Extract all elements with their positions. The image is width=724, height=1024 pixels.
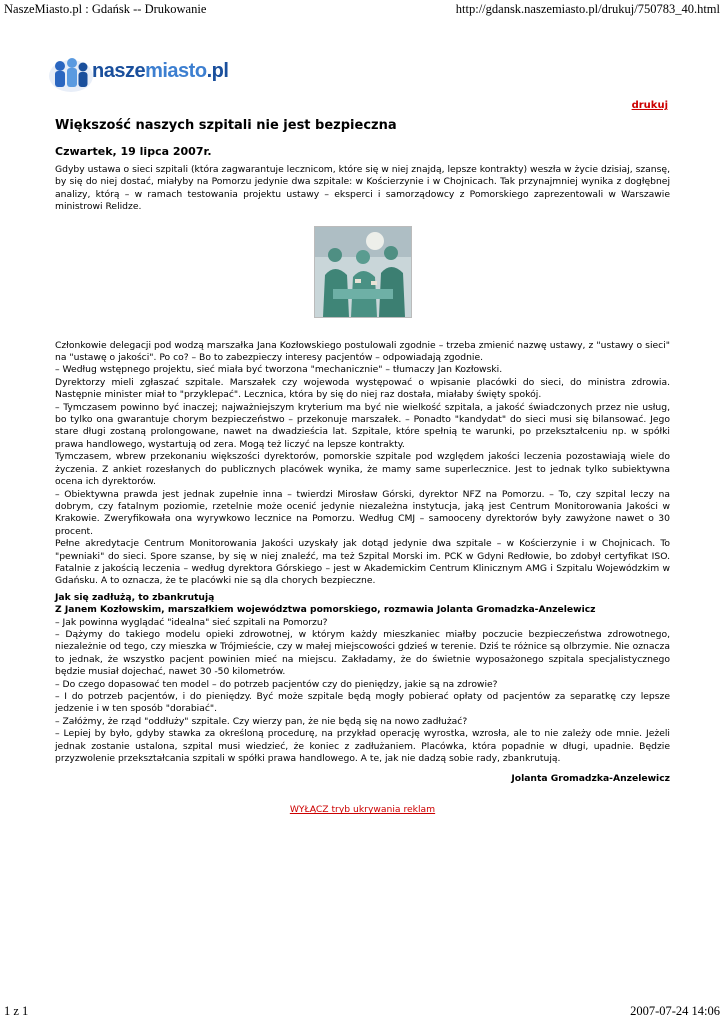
interview-subheading: Z Janem Kozłowskim, marszałkiem województwa pomorskiego, rozmawia Jolanta Gromadzka-Anzelewicz [55,604,596,616]
print-header [4,2,720,18]
body-paragraph: – Obiektywna prawda jest jednak zupełnie inna – twierdzi Mirosław Górski, dyrektor NFZ na Pomorzu. – To, czy szpital leczy na dobrym, czy fatalnym poziomie, rzetelnie może ocenić jedynie niezależna instytucja, jaką jest Centrum Monitorowania Jakości w Krakowie. Zweryfikowała ona wyrywkowo lecznice na Pomorzu. Według CMJ – samooceny dyrektorów były zawyżone nawet o 30 procent. [55,488,670,537]
print-footer [4,1004,720,1020]
surgery-illustration [315,227,411,317]
site-logo[interactable] [48,52,229,96]
article-title: Większość naszych szpitali nie jest bezpieczna [55,118,397,133]
article-date: Czwartek, 19 lipca 2007r. [55,145,212,158]
interview-paragraph: – I do potrzeb pacjentów, i do pieniędzy. Być może szpitale będą mogły pobierać opłaty od pacjentów za separatkę czy lepsze jedzenie i w ten sposób "dorabiać". [55,691,670,715]
article-photo-container [55,226,670,322]
body-paragraph: Pełne akredytacje Centrum Monitorowania Jakości uzyskały jak dotąd jedynie dwa szpitale – w Kościerzynie i w Chojnicach. To "pewniaki" do sieci. Spore szanse, by się w niej znaleźć, ma też Szpital Morski im. PCK w Gdyni Redłowie, bo zdobył certyfikat ISO. Fatalnie z jakością leczenia – według dyrektora Górskiego – jest w Akademickim Centrum Klinicznym AMG i Szpitalu Wojewódzkim w Gdańsku. A to oznacza, że te placówki nie są dla chorych bezpieczne. [55,538,670,587]
print-footer-pages: 1 z 1 [4,1004,29,1018]
interview-paragraph: – Do czego dopasować ten model – do potrzeb pacjentów czy do pieniędzy, jakie są na zdrowie? [55,678,498,690]
logo-text: naszemiasto.pl [92,60,229,82]
surgery-photo [314,226,412,318]
interview-paragraph: – Lepiej by było, gdyby stawka za określoną procedurę, na przykład operację wyrostka, wzrosła, ale to nie zależy ode mnie. Jeżeli jednak zostanie ustalona, szpital musi wiedzieć, że koniec z zadłużaniem. Placówka, która popadnie w długi, upadnie. Będzie przyzwolenie przekształcania szpitali w spółki prawa handlowego. A te, jak nie dadzą sobie rady, zbankrutują. [55,728,670,765]
article-signature: Jolanta Gromadzka-Anzelewicz [511,773,670,785]
article-lead: Gdyby ustawa o sieci szpitali (która zagwarantuje lecznicom, które się w niej znajdą, lepsze kontrakty) weszła w życie dzisiaj, szansę, by się do niej dostać, miałyby na Pomorzu jedynie dwa szpitale: w Kościerzynie i w Chojnicach. Tak przynajmniej wynika z dogłębnej analizy, którą – w ramach testowania projektu ustawy – eksperci i samorządowcy z Pomorskiego zaprezentowali w Warszawie ministrowi Relidze. [55,164,670,213]
body-paragraph: – Według wstępnego projektu, sieć miała być tworzona "mechanicznie" – tłumaczy Jan Kozłowski. [55,364,503,376]
body-paragraph: Tymczasem, wbrew przekonaniu większości dyrektorów, pomorskie szpitale pod względem jakości leczenia pozostawiają wiele do życzenia. Z ankiet rozesłanych do publicznych placówek wynika, że mamy same superlecznice. Jest to jednak tylko subiektywna ocena ich dyrektorów. [55,451,670,488]
body-paragraph: Dyrektorzy mieli zgłaszać szpitale. Marszałek czy wojewoda występować o wpisanie placówki do sieci, do ministra zdrowia. Następnie minister miał to "przyklepać". Lecznica, która by się do niej raz dostała, miałaby święty spokój. [55,376,670,401]
print-footer-datetime: 2007-07-24 14:06 [630,1004,720,1018]
interview-paragraph: – Jak powinna wyglądać "idealna" sieć szpitali na Pomorzu? [55,616,328,628]
article [55,118,670,815]
interview-paragraph: – Dążymy do takiego modelu opieki zdrowotnej, w którym każdy mieszkaniec miałby poczucie bezpieczeństwa zdrowotnego, niezależnie od tego, czy mieszka w Trójmieście, czy w małej miejscowości gdzieś w terenie. Dziś te różnice są olbrzymie. Nie oznacza to jednak, że wszystko pacjent powinien mieć na miejscu. Zakładamy, że do świetnie wyposażonego szpitala specjalistycznego będzie musiał dojechać, nawet 30 -50 kilometrów. [55,628,670,678]
logo-people-icon [48,54,94,94]
ad-toggle-link[interactable]: WYŁĄCZ tryb ukrywania reklam [289,804,436,816]
body-paragraph: – Tymczasem powinno być inaczej; najważniejszym kryterium ma być nie wielkość szpitala, a jakość świadczonych przez nie usług, bo tylko ona gwarantuje chorym bezpieczeństwo – przekonuje marszałek. – Ponadto "kandydat" do sieci musi się bilansować. Jego stare długi zostaną prolongowane, nawet na dwadzieścia lat. Szpitale, które spełnią te warunki, po przekształceniu np. w spółki prawa handlowego, wystartują od zera. Mogą też liczyć na lepsze kontrakty. [55,401,670,450]
print-header-url: http://gdansk.naszemiasto.pl/drukuj/750783_40.html [455,2,720,16]
interview-heading: Jak się zadłużą, to zbankrutują [55,591,215,603]
print-header-title: NaszeMiasto.pl : Gdańsk -- Drukowanie [4,2,207,16]
body-paragraph: Członkowie delegacji pod wodzą marszałka Jana Kozłowskiego postulowali zgodnie – trzeba zmienić nazwę ustawy, z "ustawy o sieci" na "ustawę o jakości". Po co? – Bo to zabezpieczy interesy pacjentów – odpowiadają zgodnie. [55,339,670,364]
interview-paragraph: – Załóżmy, że rząd "oddłuży" szpitale. Czy wierzy pan, że nie będą się na nowo zadłużać? [55,715,468,727]
print-link[interactable]: drukuj [631,100,668,111]
